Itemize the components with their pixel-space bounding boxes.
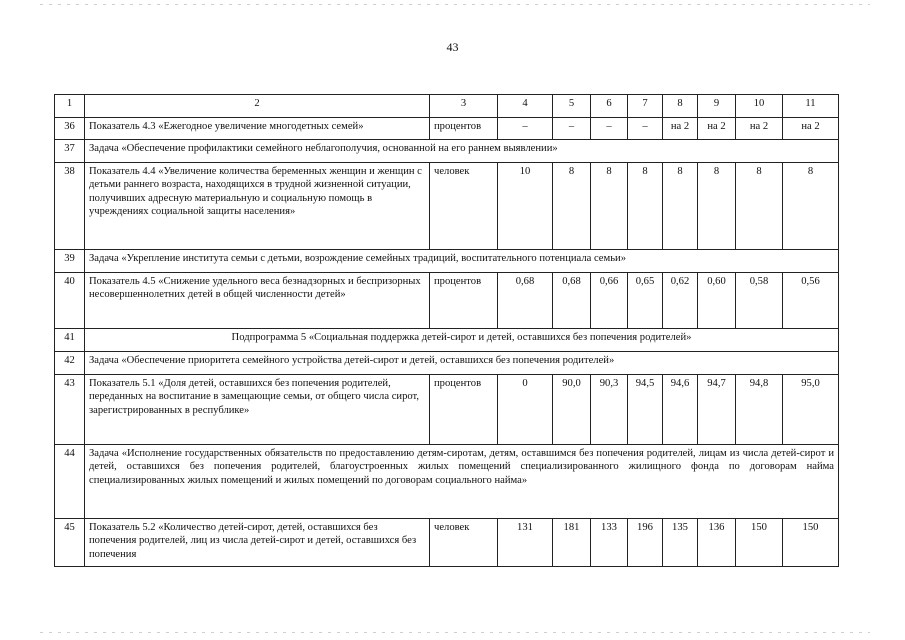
value-cell: 0,66: [591, 273, 628, 329]
value-cell: 0,68: [553, 273, 591, 329]
table-header-row: [55, 95, 839, 118]
value-cell: 8: [698, 163, 736, 250]
table-row: [55, 118, 839, 140]
header-cell: 2: [85, 95, 430, 118]
header-cell: 11: [783, 95, 839, 118]
table-body: [55, 95, 839, 567]
value-cell: –: [628, 118, 663, 140]
indicator-table: [54, 94, 839, 567]
header-cell: 6: [591, 95, 628, 118]
value-cell: 8: [663, 163, 698, 250]
table-row: [55, 375, 839, 445]
header-cell: 4: [498, 95, 553, 118]
unit-cell: процентов: [430, 273, 498, 329]
value-cell: 94,8: [736, 375, 783, 445]
value-cell: на 2: [663, 118, 698, 140]
value-cell: 8: [553, 163, 591, 250]
value-cell: 94,7: [698, 375, 736, 445]
value-cell: 8: [591, 163, 628, 250]
value-cell: 131: [498, 519, 553, 567]
value-cell: 0: [498, 375, 553, 445]
value-cell: –: [591, 118, 628, 140]
value-cell: 8: [783, 163, 839, 250]
scan-edge-bottom: [40, 632, 870, 633]
value-cell: 196: [628, 519, 663, 567]
task-text: Задача «Обеспечение приоритета семейного устройства детей-сирот и детей, оставшихся без попечения родителей»: [85, 352, 839, 375]
table-row: [55, 519, 839, 567]
value-cell: 150: [736, 519, 783, 567]
table-row: [55, 163, 839, 250]
table-row: [55, 445, 839, 519]
task-text: Задача «Укрепление института семьи с детьми, возрождение семейных традиций, воспитательного потенциала семьи»: [85, 250, 839, 273]
value-cell: на 2: [736, 118, 783, 140]
row-number: 42: [55, 352, 85, 375]
row-number: 41: [55, 329, 85, 352]
value-cell: 0,58: [736, 273, 783, 329]
header-cell: 5: [553, 95, 591, 118]
value-cell: 90,0: [553, 375, 591, 445]
header-cell: 3: [430, 95, 498, 118]
table-row: [55, 250, 839, 273]
value-cell: 150: [783, 519, 839, 567]
indicator-text: Показатель 4.5 «Снижение удельного веса безнадзорных и беспризорных несовершеннолетних детей в общей численности детей»: [85, 273, 430, 329]
row-number: 43: [55, 375, 85, 445]
value-cell: 90,3: [591, 375, 628, 445]
value-cell: –: [553, 118, 591, 140]
table-row: [55, 273, 839, 329]
table-row: [55, 140, 839, 163]
unit-cell: процентов: [430, 118, 498, 140]
task-text: Задача «Исполнение государственных обязательств по предоставлению детям-сиротам, детям, оставшимся без попечения родителей, лицам из числа детей-сирот и детей, оставшихся без попечения родителей, благоустроенных жилых помещений специализированного жилищного фонда по договорам найма специализированных жилых помещений и жилых помещений по договорам социального найма»: [85, 445, 839, 519]
indicator-text: Показатель 4.3 «Ежегодное увеличение многодетных семей»: [85, 118, 430, 140]
row-number: 40: [55, 273, 85, 329]
page-number: 43: [446, 40, 459, 54]
unit-cell: процентов: [430, 375, 498, 445]
header-cell: 1: [55, 95, 85, 118]
row-number: 39: [55, 250, 85, 273]
value-cell: 95,0: [783, 375, 839, 445]
value-cell: 0,56: [783, 273, 839, 329]
value-cell: 133: [591, 519, 628, 567]
value-cell: 181: [553, 519, 591, 567]
header-cell: 9: [698, 95, 736, 118]
value-cell: 94,5: [628, 375, 663, 445]
value-cell: 94,6: [663, 375, 698, 445]
row-number: 38: [55, 163, 85, 250]
row-number: 44: [55, 445, 85, 519]
unit-cell: человек: [430, 519, 498, 567]
indicator-text: Показатель 5.1 «Доля детей, оставшихся без попечения родителей, переданных на воспитание в замещающие семьи, от общего числа сирот, зарегистрированных в республике»: [85, 375, 430, 445]
row-number: 37: [55, 140, 85, 163]
value-cell: 10: [498, 163, 553, 250]
scan-edge-top: [40, 4, 870, 5]
row-number: 36: [55, 118, 85, 140]
value-cell: 136: [698, 519, 736, 567]
value-cell: 0,68: [498, 273, 553, 329]
value-cell: 135: [663, 519, 698, 567]
indicator-text: Показатель 4.4 «Увеличение количества беременных женщин и женщин с детьми раннего возраста, находящихся в трудной жизненной ситуации, получивших адресную материальную и социальную помощь в учреждениях социальной защиты населения»: [85, 163, 430, 250]
header-cell: 10: [736, 95, 783, 118]
value-cell: 0,65: [628, 273, 663, 329]
value-cell: на 2: [783, 118, 839, 140]
value-cell: на 2: [698, 118, 736, 140]
header-cell: 7: [628, 95, 663, 118]
header-cell: 8: [663, 95, 698, 118]
unit-cell: человек: [430, 163, 498, 250]
table-row: [55, 329, 839, 352]
table-row: [55, 352, 839, 375]
value-cell: 8: [736, 163, 783, 250]
value-cell: 0,60: [698, 273, 736, 329]
value-cell: –: [498, 118, 553, 140]
indicator-text: Показатель 5.2 «Количество детей-сирот, детей, оставшихся без попечения родителей, лиц из числа детей-сирот и детей, оставшихся без попечения: [85, 519, 430, 567]
value-cell: 8: [628, 163, 663, 250]
subprogram-title: Подпрограмма 5 «Социальная поддержка детей-сирот и детей, оставшихся без попечения родителей»: [85, 329, 839, 352]
row-number: 45: [55, 519, 85, 567]
value-cell: 0,62: [663, 273, 698, 329]
task-text: Задача «Обеспечение профилактики семейного неблагополучия, основанной на его раннем выявлении»: [85, 140, 839, 163]
